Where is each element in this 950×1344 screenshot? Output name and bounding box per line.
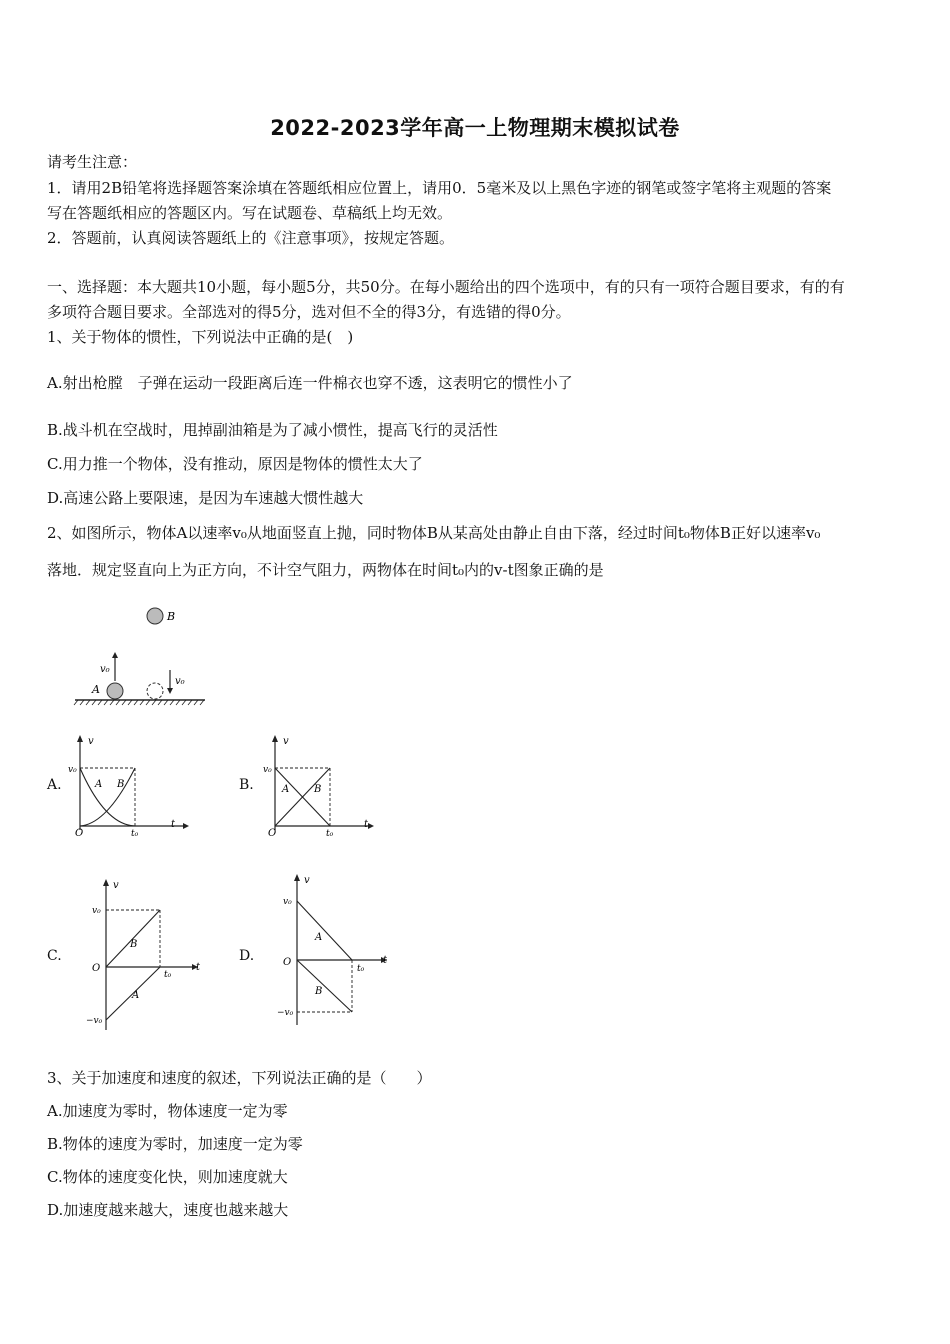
q2-option-a-label: A.	[47, 777, 62, 793]
neg-v0-tick: −v₀	[277, 1008, 294, 1018]
q2-graph-c	[70, 875, 210, 1035]
section-instructions-1: 一、选择题：本大题共10小题，每小题5分，共50分。在每小题给出的四个选项中，有的只有一项符合题目要求，有的有	[47, 278, 845, 296]
q2-option-b-label: B.	[239, 777, 254, 793]
q2-stem-2: 落地．规定竖直向上为正方向，不计空气阻力，两物体在时间t₀内的v-t图象正确的是	[47, 561, 604, 579]
notice-line-1: 1．请用2B铅笔将选择题答案涂填在答题纸相应位置上，请用0．5毫米及以上黑色字迹的钢笔或签字笔将主观题的答案	[47, 179, 832, 197]
label-a: A	[132, 990, 140, 1001]
q3-option-a: A.加速度为零时，物体速度一定为零	[47, 1102, 288, 1120]
origin-label: O	[75, 828, 84, 839]
origin-label: O	[268, 828, 277, 839]
curve-a	[80, 768, 135, 826]
label-b: B	[314, 784, 322, 795]
q1-stem: 1、关于物体的惯性，下列说法中正确的是( )	[47, 328, 354, 346]
notice-line-2: 写在答题纸相应的答题区内。写在试题卷、草稿纸上均无效。	[47, 204, 453, 222]
page-title: 2022-2023学年高一上物理期末模拟试卷	[270, 116, 680, 140]
q2-stem-1: 2、如图所示，物体A以速率v₀从地面竖直上抛，同时物体B从某高处由静止自由下落，经过时间t₀物体B正好以速率v₀	[47, 524, 821, 542]
ball-b-label: B	[167, 610, 176, 623]
notice-line-3: 2．答题前，认真阅读答题纸上的《注意事项》，按规定答题。	[47, 229, 455, 247]
label-b: B	[130, 939, 138, 950]
ball-a	[107, 683, 123, 699]
t0-tick: t₀	[164, 970, 172, 980]
axis-v-label: v	[113, 880, 119, 891]
t0-tick: t₀	[131, 829, 139, 839]
q2-scenario-figure	[70, 598, 210, 710]
label-a: A	[315, 932, 323, 943]
axis-v-label: v	[304, 875, 310, 886]
origin-label: O	[283, 957, 292, 968]
section-instructions-2: 多项符合题目要求。全部选对的得5分，选对但不全的得3分，有选错的得0分。	[47, 303, 571, 321]
q2-graph-a	[65, 730, 190, 840]
line-b	[297, 960, 352, 1012]
q2-option-c-label: C.	[47, 948, 62, 964]
q2-option-d-label: D.	[239, 948, 255, 964]
down-velocity-label: v₀	[175, 676, 185, 687]
q3-option-b: B.物体的速度为零时，加速度一定为零	[47, 1135, 303, 1153]
axis-t-label: t	[383, 955, 388, 966]
axis-v-label: v	[88, 736, 94, 747]
label-b: B	[117, 779, 125, 790]
q2-graph-b	[260, 730, 385, 840]
up-velocity-label: v₀	[100, 664, 110, 675]
q3-option-c: C.物体的速度变化快，则加速度就大	[47, 1168, 288, 1186]
neg-v0-tick: −v₀	[86, 1016, 103, 1026]
origin-label: O	[92, 963, 101, 974]
curve-b	[80, 768, 135, 826]
q2-graph-d	[265, 870, 400, 1030]
ball-b-landing	[147, 683, 163, 699]
axis-t-label: t	[196, 962, 201, 973]
ball-b	[147, 608, 163, 624]
q1-option-b: B.战斗机在空战时，甩掉副油箱是为了减小惯性，提高飞行的灵活性	[47, 421, 498, 439]
line-a	[297, 901, 352, 960]
q1-option-d: D.高速公路上要限速，是因为车速越大惯性越大	[47, 489, 364, 507]
q1-option-c: C.用力推一个物体，没有推动，原因是物体的惯性太大了	[47, 455, 423, 473]
ball-a-label: A	[92, 683, 100, 696]
v0-tick: v₀	[68, 765, 77, 775]
t0-tick: t₀	[357, 964, 365, 974]
axis-t-label: t	[171, 819, 176, 830]
t0-tick: t₀	[326, 829, 334, 839]
notice-heading: 请考生注意：	[47, 153, 138, 171]
q3-option-d: D.加速度越来越大，速度也越来越大	[47, 1201, 289, 1219]
label-a: A	[282, 784, 290, 795]
v0-tick: v₀	[263, 765, 272, 775]
v0-tick: v₀	[92, 906, 101, 916]
label-a: A	[95, 779, 103, 790]
axis-v-label: v	[283, 736, 289, 747]
label-b: B	[315, 986, 323, 997]
v0-tick: v₀	[283, 897, 292, 907]
q1-option-a: A.射出枪膛 子弹在运动一段距离后连一件棉衣也穿不透，这表明它的惯性小了	[47, 374, 573, 392]
q3-stem: 3、关于加速度和速度的叙述，下列说法正确的是（ ）	[47, 1069, 432, 1087]
axis-t-label: t	[364, 819, 369, 830]
